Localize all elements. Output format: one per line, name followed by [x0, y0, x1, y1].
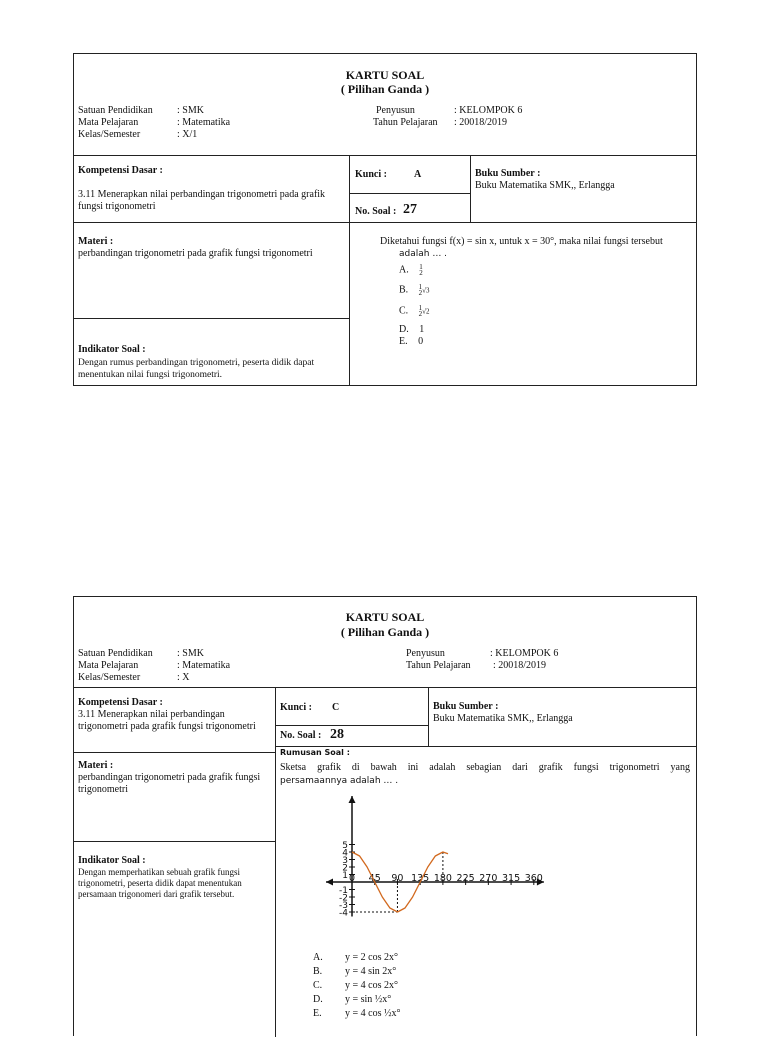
divider: [74, 318, 349, 319]
divider: [74, 687, 696, 688]
indikator-text: Dengan memperhatikan sebuah grafik fungsi trigonometri, peserta didik dapat menentukan persamaan trigonomeri dari grafik tersebut.: [78, 867, 242, 899]
value-kelas: : X/1: [177, 129, 198, 140]
option-letter: B.: [399, 284, 409, 296]
kompetensi-label: Kompetensi Dasar :: [78, 165, 163, 176]
fraction-den: 2: [418, 289, 423, 297]
x-tick-label: 225: [456, 873, 475, 884]
value-satuan: : SMK: [177, 648, 204, 659]
option-d: [313, 994, 392, 1006]
value-penyusun: : KELOMPOK 6: [454, 105, 523, 116]
value-tahun: : 20018/2019: [493, 660, 547, 671]
divider: [349, 193, 470, 194]
option-value: y = 4 cos 2x°: [345, 980, 398, 991]
option-e: [399, 336, 423, 348]
label-tahun: Tahun Pelajaran: [406, 660, 471, 671]
fraction-num: 1: [418, 283, 423, 291]
rumusan-label: Rumusan Soal :: [280, 748, 350, 757]
kunci-value: A: [414, 169, 422, 180]
x-tick-label: 315: [502, 873, 521, 884]
y-tick-label: -3: [339, 901, 348, 911]
option-value: y = 2 cos 2x°: [345, 952, 398, 963]
question-card-28: [73, 596, 697, 1036]
y-tick-label: -2: [339, 893, 348, 904]
y-tick-label: -1: [339, 886, 348, 896]
kompetensi-label: Kompetensi Dasar :: [78, 697, 163, 708]
option-letter: A.: [399, 264, 409, 276]
materi-label: Materi :: [78, 236, 114, 247]
card-title: KARTU SOAL: [345, 68, 425, 82]
y-tick-label: -4: [339, 908, 348, 919]
y-tick-label: 4: [342, 848, 348, 859]
value-mapel: : Matematika: [177, 117, 231, 128]
nosoal-value: 27: [403, 202, 417, 217]
divider: [349, 155, 350, 385]
radical: √2: [422, 307, 430, 316]
option-letter: E.: [313, 1008, 322, 1019]
option-letter: C.: [313, 980, 323, 991]
x-tick-label: 45: [368, 873, 381, 884]
divider: [74, 752, 275, 753]
label-satuan: Satuan Pendidikan: [78, 648, 153, 659]
fraction-num: 1: [419, 263, 423, 271]
option-c: [399, 305, 430, 317]
buku-label: Buku Sumber :: [433, 701, 499, 712]
label-penyusun: Penyusun: [376, 105, 415, 116]
question-text-2: persamaannya adalah … .: [280, 776, 399, 786]
card-subtitle: ( Pilihan Ganda ): [340, 82, 430, 96]
x-tick-label: 180: [433, 873, 452, 884]
nosoal-value: 28: [330, 727, 344, 742]
option-letter: A.: [313, 952, 323, 963]
divider: [275, 725, 428, 726]
kompetensi-text: 3.11 Menerapkan nilai perbandingan trigonometri pada grafik fungsi trigonometri: [78, 189, 326, 212]
label-mapel: Mata Pelajaran: [78, 660, 139, 671]
option-letter: B.: [313, 966, 323, 977]
divider: [74, 841, 275, 842]
indikator-text: Dengan rumus perbandingan trigonometri, peserta didik dapat menentukan nilai fungsi trigonometri.: [78, 358, 315, 380]
divider: [428, 687, 429, 746]
x-tick-label: 135: [411, 873, 430, 884]
y-axis-arrow: [349, 796, 356, 803]
option-b: [313, 966, 397, 978]
buku-text: Buku Matematika SMK,, Erlangga: [475, 180, 615, 191]
y-tick-label: 5: [342, 841, 348, 851]
y-tick-label: 2: [342, 863, 348, 874]
option-letter: D.: [313, 994, 323, 1005]
option-letter: D.: [399, 324, 409, 335]
indikator-label: Indikator Soal :: [78, 344, 146, 355]
fraction: [419, 264, 423, 276]
value-kelas: : X: [177, 672, 190, 683]
option-a: [399, 264, 423, 276]
nosoal-label: No. Soal :: [355, 206, 397, 217]
buku-label: Buku Sumber :: [475, 168, 541, 179]
divider: [275, 687, 276, 1037]
option-e: [313, 1008, 401, 1020]
materi-label: Materi :: [78, 760, 114, 771]
divider: [74, 155, 696, 156]
y-tick-label: 1: [342, 871, 348, 881]
fraction-num: 1: [418, 304, 423, 312]
divider: [74, 222, 696, 223]
option-value: y = sin ½x°: [345, 994, 392, 1005]
card-title: KARTU SOAL: [345, 610, 425, 624]
kompetensi-text: 3.11 Menerapkan nilai perbandingan trigonometri pada grafik fungsi trigonometri: [78, 709, 256, 732]
nosoal-label: No. Soal :: [280, 730, 322, 741]
trig-graph: [324, 792, 584, 942]
radical: √3: [422, 286, 430, 295]
label-penyusun: Penyusun: [406, 648, 445, 659]
card-subtitle: ( Pilihan Ganda ): [340, 625, 430, 639]
x-tick-label: 360: [524, 873, 543, 884]
option-c: [313, 980, 398, 992]
label-satuan: Satuan Pendidikan: [78, 105, 153, 116]
fraction-den: 2: [418, 310, 423, 318]
divider: [470, 155, 471, 222]
value-mapel: : Matematika: [177, 660, 231, 671]
materi-text: perbandingan trigonometri pada grafik fungsi trigonometri: [78, 772, 261, 795]
question-text-2: adalah … .: [399, 249, 448, 259]
y-tick-label: 3: [342, 856, 348, 866]
option-d: [399, 324, 424, 336]
option-value: 1: [419, 324, 425, 335]
option-a: [313, 952, 398, 964]
option-letter: C.: [399, 305, 409, 317]
option-b: [399, 284, 430, 296]
option-letter: E.: [399, 336, 408, 347]
question-text: Diketahui fungsi f(x) = sin x, untuk x = 30°, maka nilai fungsi tersebut: [380, 236, 663, 247]
label-kelas: Kelas/Semester: [78, 129, 141, 140]
label-mapel: Mata Pelajaran: [78, 117, 139, 128]
x-tick-label: 90: [391, 873, 404, 884]
buku-text: Buku Matematika SMK,, Erlangga: [433, 713, 573, 724]
option-value: y = 4 cos ½x°: [345, 1008, 401, 1019]
value-satuan: : SMK: [177, 105, 204, 116]
materi-text: perbandingan trigonometri pada grafik fungsi trigonometri: [78, 248, 313, 259]
option-value: y = 4 sin 2x°: [345, 966, 397, 977]
label-tahun: Tahun Pelajaran: [373, 117, 438, 128]
label-kelas: Kelas/Semester: [78, 672, 141, 683]
option-value: 0: [418, 336, 424, 347]
indikator-label: Indikator Soal :: [78, 855, 146, 866]
kunci-label: Kunci :: [355, 169, 387, 180]
question-card-27: [73, 53, 697, 386]
question-text: Sketsa grafik di bawah ini adalah sebagian dari grafik fungsi trigonometri yang: [280, 762, 690, 773]
value-tahun: : 20018/2019: [454, 117, 508, 128]
kunci-label: Kunci :: [280, 702, 312, 713]
fraction-den: 2: [419, 269, 423, 277]
x-tick-label: 270: [479, 873, 498, 884]
value-penyusun: : KELOMPOK 6: [490, 648, 559, 659]
x-tick-label: 0: [348, 873, 356, 884]
x-axis-arrow: [326, 879, 333, 886]
kunci-value: C: [332, 702, 340, 713]
